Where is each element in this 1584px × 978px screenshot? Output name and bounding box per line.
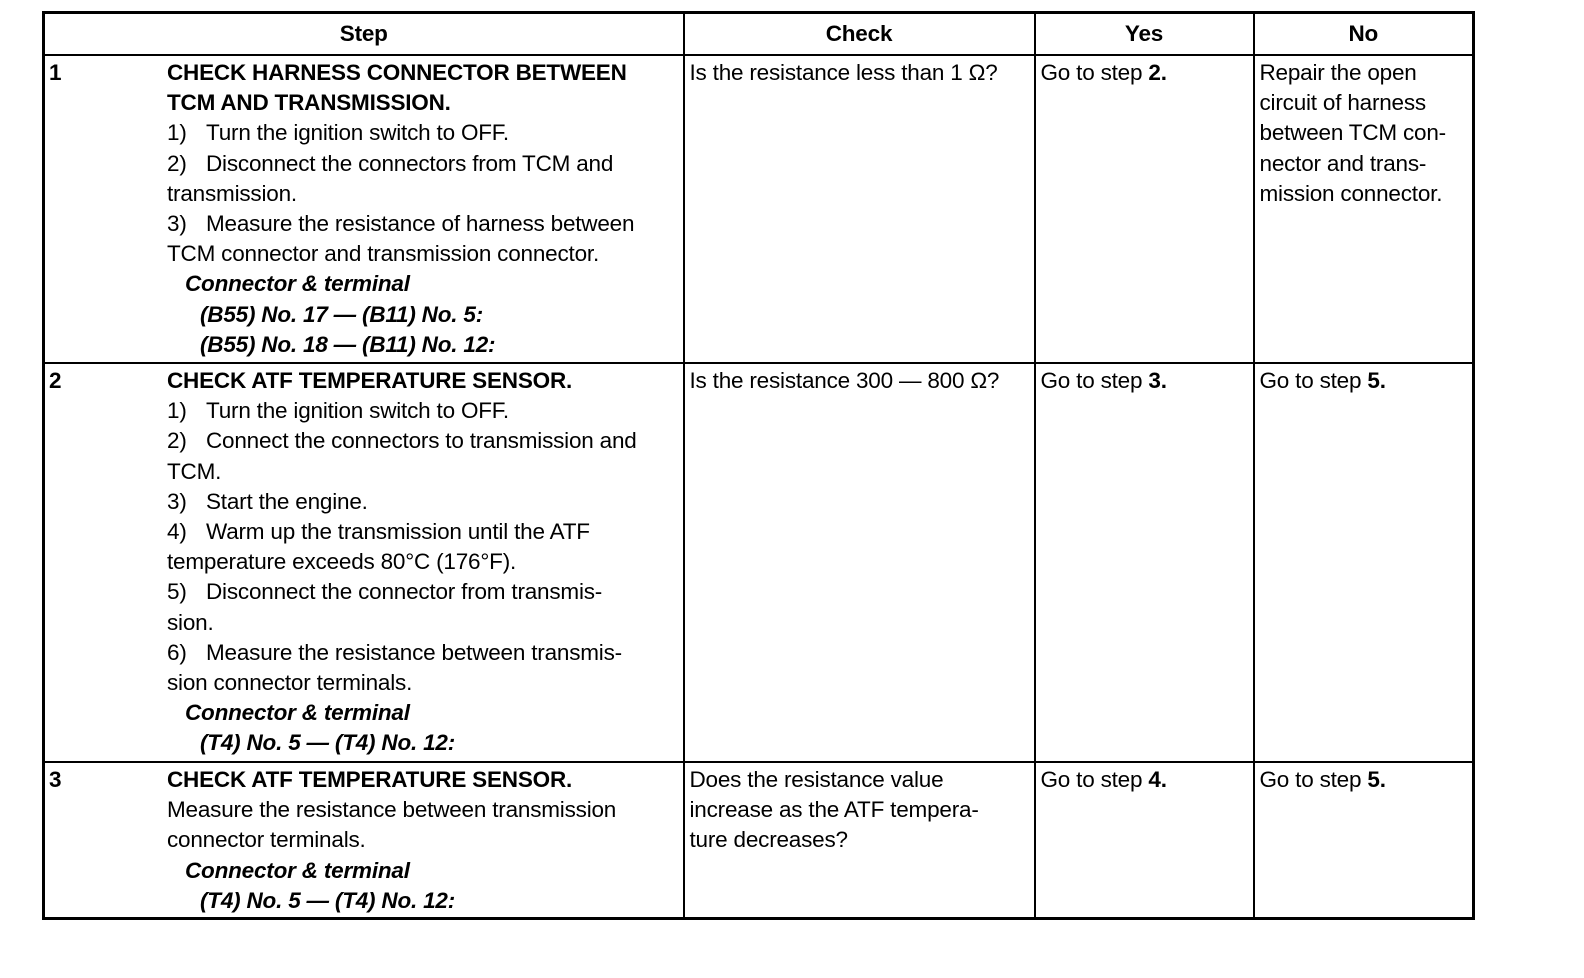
instruction-item: 3) Start the engine. <box>167 488 368 514</box>
connector-terminal: (B55) No. 17 — (B11) No. 5: <box>200 301 483 327</box>
connector-label: Connector & terminal <box>185 271 410 297</box>
step-cell <box>44 55 684 363</box>
instruction-item: 2) Disconnect the connectors from TCM and transmission. <box>167 150 614 206</box>
no-cell: Go to step 5. <box>1254 363 1474 762</box>
step-number: 1 <box>49 60 62 85</box>
step-title: CHECK ATF TEMPERATURE SENSOR. <box>167 767 573 792</box>
instruction-item: 2) Connect the connectors to transmission and TCM. <box>167 428 637 484</box>
diagnostic-table <box>42 11 1475 920</box>
step-description: Measure the resistance between transmission connector terminals. <box>167 797 617 853</box>
step-cell <box>44 762 684 919</box>
step-cell <box>44 363 684 762</box>
goto-step-link[interactable]: 5. <box>1367 767 1386 792</box>
table-row <box>44 55 1474 363</box>
header-step: Step <box>44 13 684 56</box>
goto-step-link[interactable]: 4. <box>1148 767 1167 792</box>
no-cell: Go to step 5. <box>1254 762 1474 919</box>
instruction-item: 5) Disconnect the connector from transmis- sion. <box>167 579 603 635</box>
header-check: Check <box>684 13 1035 56</box>
instruction-item: 4) Warm up the transmission until the ATF temperature exceeds 80°C (176°F). <box>167 519 590 575</box>
no-cell: Repair the open circuit of harness between TCM con- nector and trans- mission connector. <box>1254 55 1474 363</box>
goto-step-link[interactable]: 3. <box>1148 368 1167 393</box>
connector-terminal: (T4) No. 5 — (T4) No. 12: <box>200 887 456 913</box>
yes-cell: Go to step 2. <box>1035 55 1254 363</box>
instruction-item: 1) Turn the ignition switch to OFF. <box>167 120 509 146</box>
yes-cell: Go to step 3. <box>1035 363 1254 762</box>
goto-step-link[interactable]: 5. <box>1367 368 1386 393</box>
step-title: CHECK HARNESS CONNECTOR BETWEEN TCM AND TRANSMISSION. <box>167 60 627 116</box>
check-cell: Is the resistance less than 1 Ω? <box>684 55 1035 363</box>
check-cell: Is the resistance 300 — 800 Ω? <box>684 363 1035 762</box>
instruction-item: 3) Measure the resistance of harness between TCM connector and transmission connector. <box>167 211 635 267</box>
connector-label: Connector & terminal <box>185 857 410 883</box>
instruction-item: 1) Turn the ignition switch to OFF. <box>167 398 509 424</box>
step-number: 3 <box>49 767 62 792</box>
table-row <box>44 363 1474 762</box>
header-no: No <box>1254 13 1474 56</box>
check-cell: Does the resistance value increase as the ATF tempera- ture decreases? <box>684 762 1035 919</box>
connector-terminal: (T4) No. 5 — (T4) No. 12: <box>200 730 456 756</box>
goto-step-link[interactable]: 2. <box>1148 60 1167 85</box>
table-header-row <box>44 13 1474 56</box>
yes-cell: Go to step 4. <box>1035 762 1254 919</box>
connector-terminal: (B55) No. 18 — (B11) No. 12: <box>200 331 496 357</box>
table-row <box>44 762 1474 919</box>
header-yes: Yes <box>1035 13 1254 56</box>
step-number: 2 <box>49 368 62 393</box>
instruction-item: 6) Measure the resistance between transmis- sion connector terminals. <box>167 639 622 696</box>
connector-label: Connector & terminal <box>185 700 410 726</box>
step-title: CHECK ATF TEMPERATURE SENSOR. <box>167 368 573 393</box>
